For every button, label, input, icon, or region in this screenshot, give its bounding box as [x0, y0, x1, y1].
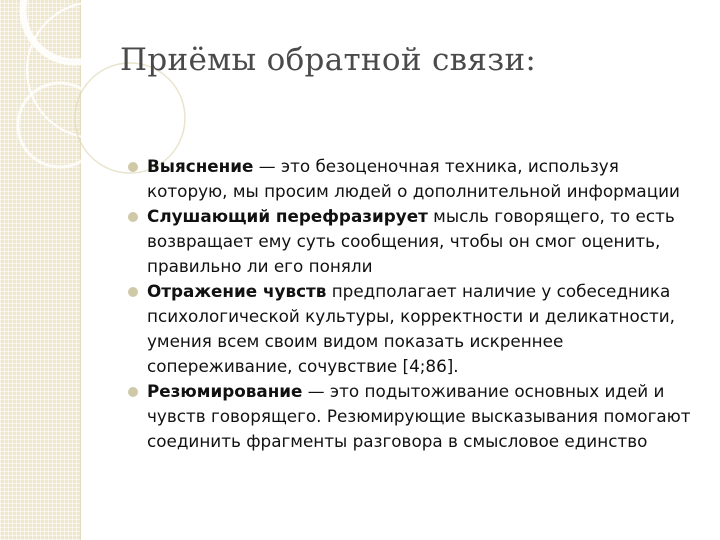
bullet-icon — [128, 287, 138, 297]
item-text: мысль говорящего, то есть возвращает ему суть сообщения, чтобы он смог оценить, правильно ли его поняли — [147, 206, 675, 276]
list-item — [128, 204, 693, 279]
bullet-icon — [128, 162, 138, 172]
item-text: — это подытоживание основных идей и чувств говорящего. Резюмирующие высказывания помогают соединить фрагменты разговора в смысловое единство — [147, 381, 691, 451]
decorative-left-band — [0, 0, 80, 540]
item-term: Отражение чувств — [147, 281, 327, 301]
list-item — [128, 154, 693, 204]
list-item — [128, 279, 693, 379]
slide-title: Приёмы обратной связи: — [120, 42, 537, 78]
item-term: Резюмирование — [147, 381, 303, 401]
band-divider — [80, 0, 81, 540]
item-text: — это безоценочная техника, используя которую, мы просим людей о дополнительной информации — [147, 156, 680, 201]
list-item — [128, 379, 693, 454]
bullet-icon — [128, 212, 138, 222]
item-term: Выяснение — [147, 156, 254, 176]
bullet-icon — [128, 387, 138, 397]
item-text: предполагает наличие у собеседника психологической культуры, корректности и деликатности, умения всем своим видом показать искреннее сопереживание, сочувствие [4;86]. — [147, 281, 675, 376]
item-term: Слушающий перефразирует — [147, 206, 428, 226]
bullet-list — [128, 154, 693, 454]
